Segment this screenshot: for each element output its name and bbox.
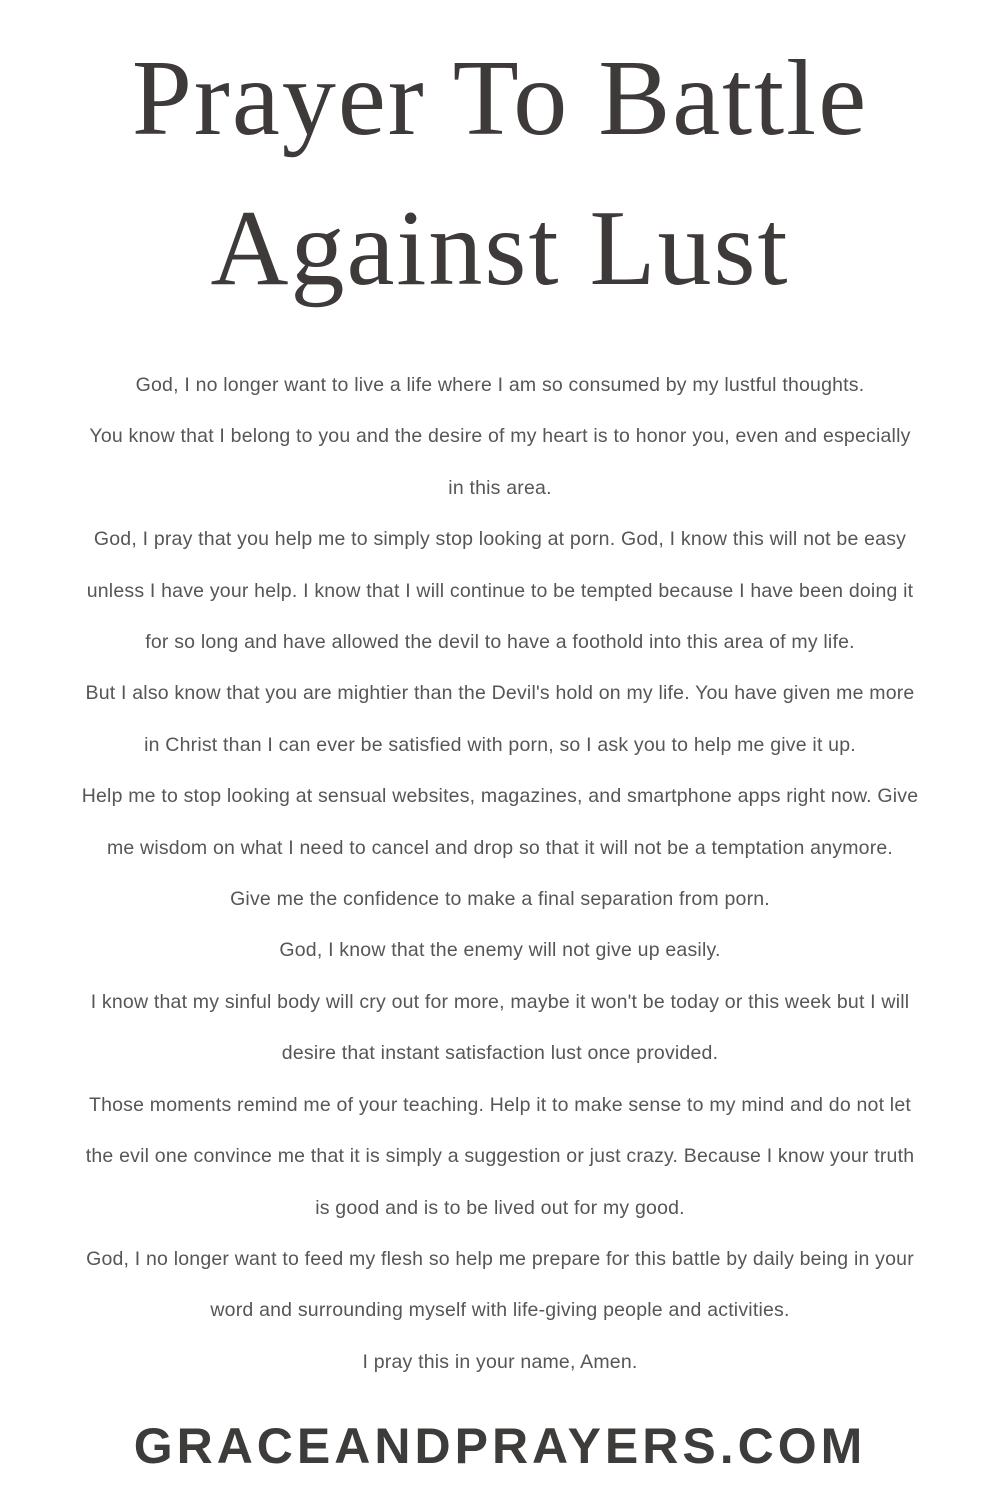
- prayer-line: unless I have your help. I know that I will continue to be tempted because I have been doing it: [86, 579, 914, 602]
- page-title: [0, 0, 1000, 324]
- prayer-line: the evil one convince me that it is simply a suggestion or just crazy. Because I know your truth: [85, 1145, 915, 1168]
- prayer-line: God, I no longer want to live a life where I am so consumed by my lustful thoughts.: [135, 374, 865, 396]
- prayer-line: I know that my sinful body will cry out for more, maybe it won't be today or this week but I will: [90, 990, 910, 1013]
- prayer-line: in Christ than I can ever be satisfied with porn, so I ask you to help me give it up.: [144, 733, 856, 756]
- page-title-line-1: Prayer To Battle: [131, 39, 869, 158]
- site-wordmark: GRACEANDPRAYERS.COM: [133, 1418, 867, 1475]
- prayer-line: for so long and have allowed the devil to have a foothold into this area of my life.: [145, 631, 855, 654]
- prayer-line: is good and is to be lived out for my good.: [315, 1196, 685, 1219]
- prayer-line: I pray this in your name, Amen.: [362, 1350, 638, 1373]
- prayer-line: But I also know that you are mightier than the Devil's hold on my life. You have given me more: [85, 682, 915, 705]
- prayer-line: God, I pray that you help me to simply stop looking at porn. God, I know this will not be easy: [93, 528, 907, 551]
- prayer-line: word and surrounding myself with life-giving people and activities.: [210, 1299, 790, 1322]
- prayer-line: Help me to stop looking at sensual websites, magazines, and smartphone apps right now. Give: [81, 785, 919, 808]
- page-title-line-2: Against Lust: [210, 189, 790, 308]
- prayer-text: [30, 360, 970, 1388]
- prayer-line: God, I know that the enemy will not give up easily.: [279, 939, 721, 962]
- prayer-line: me wisdom on what I need to cancel and drop so that it will not be a temptation anymore.: [106, 836, 894, 859]
- footer: [0, 1416, 1000, 1476]
- prayer-line: Give me the confidence to make a final separation from porn.: [230, 888, 770, 911]
- prayer-line: Those moments remind me of your teaching. Help it to make sense to my mind and do not let: [88, 1093, 912, 1116]
- prayer-line: in this area.: [448, 476, 552, 499]
- prayer-line: God, I no longer want to feed my flesh so help me prepare for this battle by daily being in your: [86, 1247, 914, 1270]
- prayer-line: You know that I belong to you and the desire of my heart is to honor you, even and especially: [89, 425, 911, 448]
- prayer-line: desire that instant satisfaction lust once provided.: [281, 1042, 719, 1065]
